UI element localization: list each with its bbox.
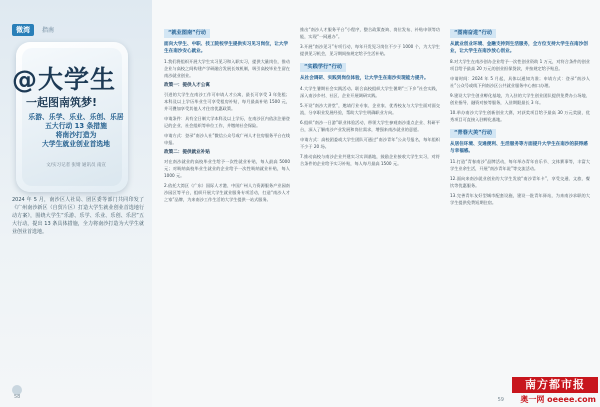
paragraph: 申请条件：具有全日制大学本科及以上学历，在南沙区内依法注册登记的企业、社会组织等单位工作，并缴纳社会保险。 [164, 116, 290, 128]
paragraph: 12.面向来南沙就业创业的大学生发放“南沙青年卡”，享受交通、文旅、餐饮等优惠服务。 [450, 176, 590, 188]
paragraph: 6.组织“南沙一日游”职业体验活动，带领大学生参观南沙重点企业、科研平台，深入了解南沙产业发展和岗位需求，增强来南沙就业的意愿。 [300, 120, 440, 132]
column-1 [164, 26, 290, 206]
paragraph: 3.开展“南沙见习”专项行动，每年开发见习岗位不少于 1000 个，为大学生提供见习机会，见习期间按规定给予生活补贴。 [300, 44, 440, 56]
paragraph: 9.建设大学生创业孵化基地，为入驻的大学生创业团队提供免费办公场地、创业指导、融资对接等服务，入驻期限最长 3 年。 [450, 93, 590, 105]
section-title: “青春大美”行动 [450, 129, 496, 138]
paragraph: 申请时间：2024 年 5 月起，具体以通知为准；申请方式：登录“南沙人社”公众号或线下到南沙区公共就业服务中心窗口办理。 [450, 76, 590, 88]
column-2 [300, 26, 440, 170]
left-page-number: 58 [14, 394, 21, 400]
paragraph: 8.对大学生在南沙创办企业给予一次性创业资助 1 万元，对符合条件的创业项目给予最高 20 万元的创业担保贷款，并按规定给予贴息。 [450, 59, 590, 71]
paragraph: 7.推动高校与南沙企业共建实习实训基地，鼓励企业接收大学生实习，对符合条件的企业给予实习补贴，每人每月最高 1500 元。 [300, 154, 440, 166]
section-lead: 从社会调研、实践到岗位体验，让大学生在南沙实现能力提升。 [300, 76, 429, 81]
hero-line: 五大行动 13 条措施 [45, 122, 107, 130]
section-tag: 微湾 [12, 24, 34, 36]
right-page-number: 59 [497, 397, 504, 403]
paragraph: 13.完善青年友好型城市配套设施，建设一批青年驿站，为来南沙求职的大学生提供免费短期住宿。 [450, 193, 590, 205]
hero-line: 大学生就业创业首选地 [42, 140, 110, 148]
section-lead: 从就业创业环境、金融支持到生活服务，全方位支持大学生在南沙创业，让大学生在南沙放心创业。 [450, 42, 588, 54]
column-3 [450, 26, 590, 209]
newspaper-logo: 南方都市报 [512, 377, 598, 393]
hero-title: @大学生 [12, 65, 117, 94]
section-title: “就业图南”行动 [164, 29, 210, 38]
paragraph: 推出“南沙人才服务平台”小程序，整合政策查询、岗位发布、补贴申领等功能，实现“一网通办”。 [300, 27, 440, 39]
section-lead: 面向大学生、中职、技工院校学生提供实习见习岗位，让大学生在南沙安心就业。 [164, 42, 289, 54]
paragraph: 5.开设“南沙大讲堂”，邀请行业专家、企业家、优秀校友与大学生面对面交流，分享职业发展经验，帮助大学生明确职业方向。 [300, 103, 440, 115]
policy-title: 政策一：提供人才公寓 [164, 83, 210, 88]
paragraph: 10.举办南沙大学生创新创业大赛，对获奖项目给予最高 30 万元奖励，优秀项目可直接入驻孵化基地。 [450, 110, 590, 122]
hero-subtitle: 一起图南筑梦! [26, 96, 98, 109]
paragraph: 4.大学生暑期社会实践活动。联合高校组织大学生暑期“三下乡”社会实践，深入南沙乡村、社区、企业开展调研实践。 [300, 86, 440, 98]
section-lead: 从居住环境、交通便利、生活服务等方面提升大学生在南沙的获得感与幸福感。 [450, 142, 588, 154]
paragraph: 申请方式：高校团委或大学生团队可通过“南沙青年”公众号报名，每年组织不少于 20 场。 [300, 137, 440, 149]
paragraph: 1.我们将组织开展大学生实习见习和入职实习，提供大量岗位，推动企业与高校之间构建产学研融合发展长效机制，吸引高校毕业生留在南沙就业创业。 [164, 59, 290, 78]
paragraph: 2.依托大湾区（广东）国际人才港、中国广州人力资源服务产业园南沙园区等平台，组织开展大学生就业服务专项活动，打造“南沙人才之家”品牌，为来南沙工作生活的大学生提供一站式服务。 [164, 183, 290, 202]
left-panel [0, 0, 152, 407]
section-tag-sub: 指南 [42, 27, 55, 34]
paragraph: 申请方式：登录“南沙人社”微信公众号或广州人才住房服务平台在线申报。 [164, 133, 290, 145]
section-title: “图南奋进”行动 [450, 29, 496, 38]
hero-lines [6, 113, 146, 149]
website-watermark: 奥一网 oeeee.com [520, 395, 596, 404]
hero-line: 乐游、乐学、乐业、乐创、乐居 [28, 113, 124, 121]
paragraph: 11.打造“青春南沙”品牌活动，每年举办青年音乐节、文体赛事等，丰富大学生业余生活，开展“南沙青年说”等交流活动。 [450, 159, 590, 171]
hero-line: 将南沙打造为 [55, 131, 97, 139]
policy-title: 政策二：提供就业补贴 [164, 150, 210, 155]
paragraph: 引进的大学生在南沙工作可申请人才公寓，最长可享受 3 年免租；本科及以上学历毕业生可享受租房补贴，每月最高补贴 1500 元，并可叠加享受其他人才住房优惠政策。 [164, 92, 290, 111]
hero-author: 文/实习记者 张婧 通讯员 南宣 [46, 163, 106, 168]
intro-paragraph: 2024 年 5 月，南沙区人社局、团区委等部门共同印发了《广州南沙新区（自贸片区）打造大学生就业创业首选地行动方案》，围绕大学生“乐游、乐学、乐业、乐创、乐居”五大行动，提出 13 条具体措施，全力将南沙打造为大学生就业创业首选地。 [12, 197, 144, 235]
section-title: “实践学行”行动 [300, 63, 346, 72]
paragraph: 对在南沙就业的高校毕业生给予一次性就业补贴，每人最高 5000 元；对吸纳高校毕业生就业的企业给予一次性吸纳就业补贴，每人 1000 元。 [164, 159, 290, 178]
